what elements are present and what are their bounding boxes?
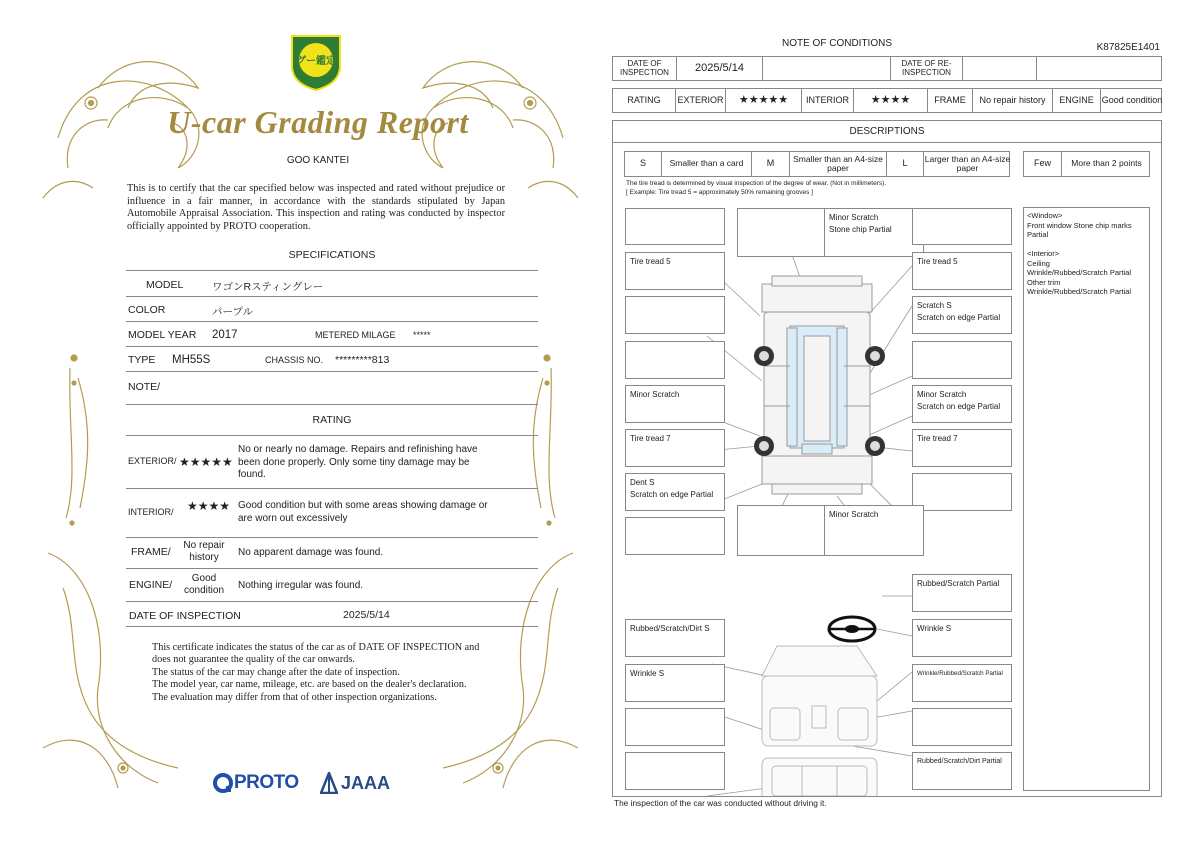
divider — [126, 404, 538, 405]
proto-logo — [213, 770, 318, 796]
descriptions-heading: DESCRIPTIONS — [612, 120, 1162, 143]
damage-box-left-tire-rear: Tire tread 7 — [625, 429, 725, 467]
damage-box — [625, 752, 725, 790]
goo-kantei-badge — [288, 32, 344, 92]
rating-label: RATING — [613, 89, 676, 112]
frame-description: No apparent damage was found. — [238, 547, 384, 558]
damage-box-interior-right-4: Rubbed/Scratch/Dirt Partial — [912, 752, 1012, 790]
chassis-value: *********813 — [335, 354, 390, 366]
frame-value: No repair history — [973, 89, 1053, 112]
legend-few: Few — [1024, 152, 1062, 176]
proto-logo-text: PROTO — [234, 772, 299, 793]
report-title: U-car Grading Report — [167, 104, 469, 140]
divider — [126, 601, 538, 602]
damage-box-left-rear-quarter: Dent S Scratch on edge Partial — [625, 473, 725, 511]
date-label: DATE OF INSPECTION — [129, 610, 241, 622]
empty-cell — [763, 57, 891, 80]
empty-cell — [963, 57, 1037, 80]
date-of-inspection-value: 2025/5/14 — [677, 57, 763, 80]
damage-box — [737, 208, 837, 257]
damage-box-interior-left-2: Wrinkle S — [625, 664, 725, 702]
divider — [126, 321, 538, 322]
damage-box-right-tire-front: Tire tread 5 — [912, 252, 1012, 290]
damage-box — [625, 296, 725, 334]
damage-box-interior-left-1: Rubbed/Scratch/Dirt S — [625, 619, 725, 657]
frame-label: FRAME — [928, 89, 973, 112]
interior-label: INTERIOR/ — [128, 507, 174, 517]
damage-box — [912, 473, 1012, 511]
jaaa-mark-icon — [320, 772, 338, 794]
damage-box-steering: Rubbed/Scratch Partial — [912, 574, 1012, 612]
damage-box-right-tire-rear: Tire tread 7 — [912, 429, 1012, 467]
engine-value: Good condition — [183, 573, 225, 596]
interior-label: INTERIOR — [802, 89, 854, 112]
date-row — [612, 56, 1162, 81]
damage-box-interior-right-1: Wrinkle S — [912, 619, 1012, 657]
divider — [126, 371, 538, 372]
note-of-conditions — [612, 36, 1164, 814]
legend-l-description: Larger than an A4-size paper — [924, 153, 1011, 173]
jaaa-logo — [320, 770, 400, 796]
note-label: NOTE/ — [128, 381, 161, 393]
damage-box-left-tire-front: Tire tread 5 — [625, 252, 725, 290]
type-label: TYPE — [128, 354, 156, 366]
model-year-label: MODEL YEAR — [128, 329, 197, 341]
exterior-stars: ★★★★★ — [179, 455, 233, 469]
damage-box — [912, 208, 1012, 245]
badge-text: グー鑑定 — [296, 56, 336, 67]
damage-box-front-center: Minor Scratch Stone chip Partial — [824, 208, 924, 257]
damage-box — [912, 341, 1012, 379]
window-interior-notes: <Window> Front window Stone chip marks Partial <Interior> Ceiling Wrinkle/Rubbed/Scratch Partial Other trim Wrinkle/Rubbed/Scratch Partial — [1023, 207, 1150, 791]
frame-label: FRAME/ — [131, 546, 171, 558]
model-value: ワゴンRスティングレー — [212, 281, 324, 293]
tire-tread-note: The tire tread is determined by visual inspection of the degree of wear. (Not in millimeters). [ Example: Tire tread 5 = approximately 50% remaining grooves ] — [626, 180, 887, 196]
grading-certificate — [38, 28, 583, 820]
date-value: 2025/5/14 — [343, 609, 390, 621]
damage-box — [625, 708, 725, 746]
damage-box-right-rear-door: Minor Scratch Scratch on edge Partial — [912, 385, 1012, 423]
damage-box — [625, 517, 725, 555]
legend-more: More than 2 points — [1071, 158, 1142, 169]
jaaa-logo-text: JAAA — [341, 772, 391, 793]
conditions-title: NOTE OF CONDITIONS — [782, 38, 892, 49]
engine-value: Good condition — [1101, 94, 1163, 105]
divider — [126, 537, 538, 538]
interior-stars: ★★★★ — [187, 499, 231, 513]
type-value: MH55S — [172, 354, 211, 366]
metered-milage-value: ***** — [413, 330, 431, 340]
divider — [126, 435, 538, 436]
interior-description: Good condition but with some areas showing damage or are worn out excessively — [238, 500, 488, 524]
divider — [126, 270, 538, 271]
engine-description: Nothing irregular was found. — [238, 580, 364, 591]
proto-mark-icon — [213, 773, 233, 793]
legend-m-description: Smaller than an A4-size paper — [790, 152, 887, 176]
divider — [126, 296, 538, 297]
legend-s-description: Smaller than a card — [662, 152, 752, 176]
exterior-stars: ★★★★★ — [726, 89, 802, 112]
conditions-footer: The inspection of the car was conducted without driving it. — [614, 798, 827, 808]
damage-box — [737, 505, 837, 556]
divider — [126, 346, 538, 347]
reference-number: K87825E1401 — [1096, 42, 1160, 53]
report-subtitle: GOO KANTEI — [286, 155, 350, 166]
damage-box — [912, 708, 1012, 746]
divider — [126, 568, 538, 569]
divider — [126, 626, 538, 627]
size-legend — [624, 151, 1010, 177]
count-legend — [1023, 151, 1150, 177]
legend-m: M — [752, 152, 790, 176]
frame-value: No repair history — [183, 540, 225, 563]
engine-label: ENGINE/ — [129, 579, 173, 591]
certificate-intro: This is to certify that the car specified below was inspected and rated without prejudice or influence in a fair manner, in accordance with the standards stipulated by Japan Automobile Appraisal Association. This inspection and rating was conducted by inspector officially appointed by PROTO cooperation. — [127, 183, 505, 232]
damage-box-interior-right-2: Wrinkle/Rubbed/Scratch Partial — [912, 664, 1012, 702]
interior-stars: ★★★★ — [854, 89, 928, 112]
chassis-label: CHASSIS NO. — [265, 355, 324, 365]
date-of-reinspection-label: DATE OF RE-INSPECTION — [891, 57, 963, 80]
damage-box-left-rear-door: Minor Scratch — [625, 385, 725, 423]
engine-label: ENGINE — [1053, 89, 1101, 112]
steering-wheel-icon — [829, 617, 875, 641]
model-year-value: 2017 — [212, 329, 238, 341]
date-of-inspection-label: DATE OF INSPECTION — [613, 57, 677, 80]
legend-s: S — [625, 152, 662, 176]
certificate-footer: This certificate indicates the status of the car as of DATE OF INSPECTION and does not guarantee the quality of the car onwards. The status of the car may change after the date of inspection. The model year, car name, mileage, etc. are based on the dealer's declaration. The evaluation may differ from that of other inspection organizations. — [152, 642, 480, 703]
damage-box — [625, 341, 725, 379]
divider — [126, 488, 538, 489]
metered-milage-label: METERED MILAGE — [315, 330, 396, 340]
color-label: COLOR — [128, 304, 166, 316]
exterior-label: EXTERIOR/ — [128, 456, 177, 466]
damage-box-right-front-door: Scratch S Scratch on edge Partial — [912, 296, 1012, 334]
model-label: MODEL — [146, 279, 184, 291]
damage-box — [625, 208, 725, 245]
specifications-heading: SPECIFICATIONS — [288, 249, 376, 261]
damage-box-rear-center: Minor Scratch — [824, 505, 924, 556]
rating-heading: RATING — [312, 414, 352, 426]
rating-row — [612, 88, 1162, 113]
empty-cell — [1037, 57, 1163, 80]
legend-l: L — [887, 152, 924, 176]
exterior-description: No or nearly no damage. Repairs and refinishing have been done properly. Only some tiny damage may be found. — [238, 444, 478, 481]
exterior-label: EXTERIOR — [676, 89, 726, 112]
color-value: パープル — [212, 306, 254, 318]
